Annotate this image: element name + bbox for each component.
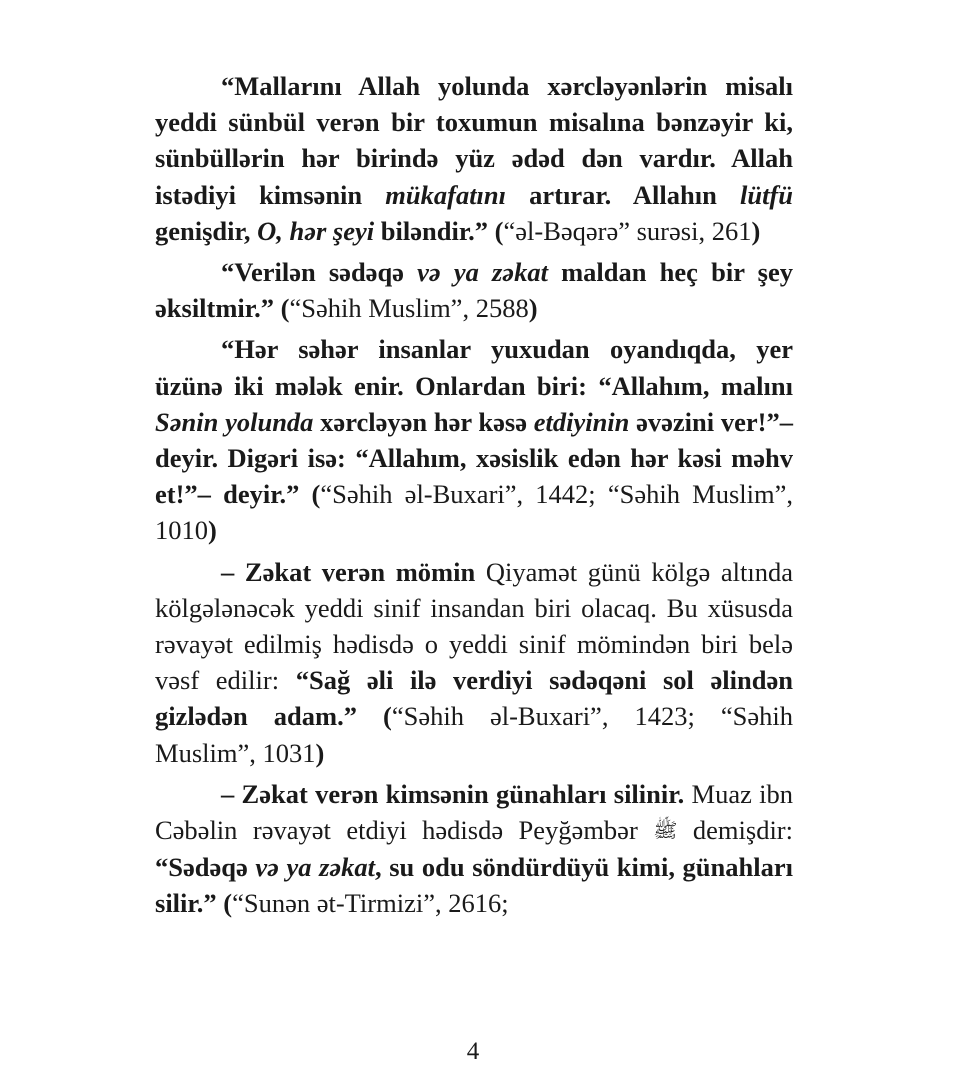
- body-text: Qiyamət günü kölgə altında kölgələnəcək yeddi sinif insandan biri olacaq. Bu xüsusda rəvayət edilmiş hədisdə o yeddi sinif mömindən biri belə vəsf edilir:: [155, 556, 793, 696]
- paragraph-zakat-sins: [155, 776, 793, 922]
- source-reference: “Səhih əl-Buxari”, 1423; “Səhih Muslim”, 1031: [155, 701, 794, 768]
- quote-italic: Sənin yolunda: [155, 406, 314, 437]
- document-page: [155, 68, 793, 927]
- quote-italic: mükafatını: [385, 179, 507, 210]
- quote-italic: və ya zəkat: [255, 852, 376, 883]
- quote-text: , su odu söndürdüyü kimi, günahları silir.” (: [155, 852, 793, 919]
- quote-text: ): [315, 737, 325, 768]
- quote-text: “Sağ əli ilə verdiyi sədəqəni sol əlindən gizlədən adam.” (: [155, 665, 794, 732]
- page-number: 4: [466, 1038, 480, 1065]
- quote-italic: etdiyinin: [533, 406, 630, 437]
- quote-text: ): [751, 215, 761, 246]
- quote-text: artırar. Allahın: [506, 179, 740, 210]
- quote-text: “Hər səhər insanlar yuxudan oyandıqda, yer üzünə iki mələk enir. Onlardan biri: “Allahım, malını: [155, 334, 793, 401]
- quote-text: genişdir,: [155, 215, 258, 246]
- paragraph-hadith-angels: [155, 331, 793, 548]
- body-text: Muaz ibn Cəbəlin rəvayət etdiyi hədisdə Peyğəmbər: [155, 778, 793, 846]
- quote-text: “Mallarını Allah yolunda xərcləyənlərin misalı yeddi sünbül verən bir toxumun misalına bənzəyir ki, sünbüllərin hər birində yüz ədəd dən vardır. Allah istədiyi kimsənin: [155, 71, 793, 210]
- quote-text: əvəzini ver!”– deyir. Digəri isə: “Allahım, xəsislik edən hər kəsi məhv et!”– deyir.” (: [155, 406, 793, 510]
- paragraph-hadith-sadaqa: [155, 254, 793, 326]
- section-lead: – Zəkat verən kimsənin günahları silinir.: [221, 778, 685, 809]
- section-lead: – Zəkat verən mömin: [221, 556, 476, 587]
- quote-text: “Sədəqə: [155, 852, 256, 883]
- quote-text: maldan heç bir şey əksiltmir.” (: [155, 257, 793, 324]
- paragraph-quran-quote: [155, 68, 793, 249]
- quote-text: biləndir.” (: [374, 215, 504, 246]
- body-text: demişdir:: [677, 815, 793, 846]
- quote-text: “Verilən sədəqə: [221, 257, 418, 288]
- paragraph-zakat-shade: [155, 554, 793, 771]
- salawat-ligature-icon: ﷺ: [653, 820, 678, 843]
- source-reference: “Səhih Muslim”, 2588: [289, 293, 529, 324]
- quote-italic: və ya zəkat: [417, 257, 548, 288]
- source-reference: “əl-Bəqərə” surəsi, 261: [503, 215, 752, 246]
- quote-italic: lütfü: [739, 179, 793, 210]
- quote-text: ): [528, 293, 538, 324]
- quote-italic: O, hər şeyi: [257, 215, 375, 246]
- quote-text: xərcləyən hər kəsə: [313, 406, 534, 437]
- source-reference: “Səhih əl-Buxari”, 1442; “Səhih Muslim”, 1010: [155, 479, 793, 546]
- source-reference: “Sunən ət-Tirmizi”, 2616;: [232, 888, 509, 919]
- quote-text: ): [208, 515, 217, 546]
